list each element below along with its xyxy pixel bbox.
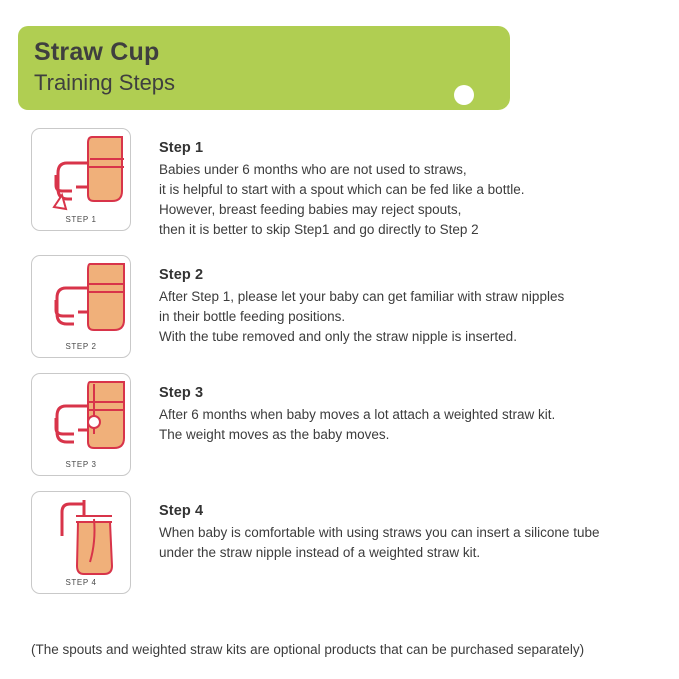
page-subtitle: Training Steps — [34, 70, 176, 95]
step-1-line-2: it is helpful to start with a spout which can be fed like a bottle. — [159, 182, 525, 197]
step-4-line-1: When baby is comfortable with using straws you can insert a silicone tube — [159, 525, 600, 540]
step-4-illustration — [31, 491, 131, 594]
step-2-text — [159, 255, 679, 347]
step-4-title: Step 4 — [159, 503, 204, 519]
spout-bottle-icon — [32, 129, 131, 219]
page-title: Straw Cup — [34, 38, 160, 66]
step-1-text — [159, 128, 679, 240]
step-1-title: Step 1 — [159, 140, 204, 156]
step-3-title: Step 3 — [159, 385, 204, 401]
step-4-text — [159, 491, 679, 563]
punch-hole-icon — [454, 85, 474, 105]
step-3-illustration — [31, 373, 131, 476]
step-2-line-3: With the tube removed and only the straw nipple is inserted. — [159, 329, 517, 344]
steps-list — [0, 128, 679, 609]
list-item — [0, 255, 679, 358]
step-4-line-2: under the straw nipple instead of a weighted straw kit. — [159, 545, 481, 560]
step-4-thumb-label: STEP 4 — [65, 578, 97, 587]
step-3-thumb-label: STEP 3 — [65, 460, 97, 469]
step-3-line-1: After 6 months when baby moves a lot attach a weighted straw kit. — [159, 407, 556, 422]
step-2-thumb-label: STEP 2 — [65, 342, 97, 351]
step-2-title: Step 2 — [159, 267, 204, 283]
step-2-illustration — [31, 255, 131, 358]
footnote: (The spouts and weighted straw kits are optional products that can be purchased separately) — [31, 642, 585, 657]
step-1-thumb-label: STEP 1 — [65, 215, 97, 224]
step-1-line-1: Babies under 6 months who are not used to straws, — [159, 162, 467, 177]
silicone-tube-bottle-icon — [32, 492, 131, 582]
list-item — [0, 373, 679, 476]
header-banner — [18, 26, 510, 110]
step-3-text — [159, 373, 679, 445]
step-2-line-1: After Step 1, please let your baby can get familiar with straw nipples — [159, 289, 565, 304]
step-1-illustration — [31, 128, 131, 231]
step-2-line-2: in their bottle feeding positions. — [159, 309, 346, 324]
weighted-straw-kit-icon — [32, 374, 131, 464]
step-1-line-3: However, breast feeding babies may reject spouts, — [159, 202, 462, 217]
step-3-line-2: The weight moves as the baby moves. — [159, 427, 390, 442]
step-1-line-4: then it is better to skip Step1 and go directly to Step 2 — [159, 222, 479, 237]
list-item — [0, 128, 679, 240]
list-item — [0, 491, 679, 594]
straw-nipple-bottle-icon — [32, 256, 131, 346]
